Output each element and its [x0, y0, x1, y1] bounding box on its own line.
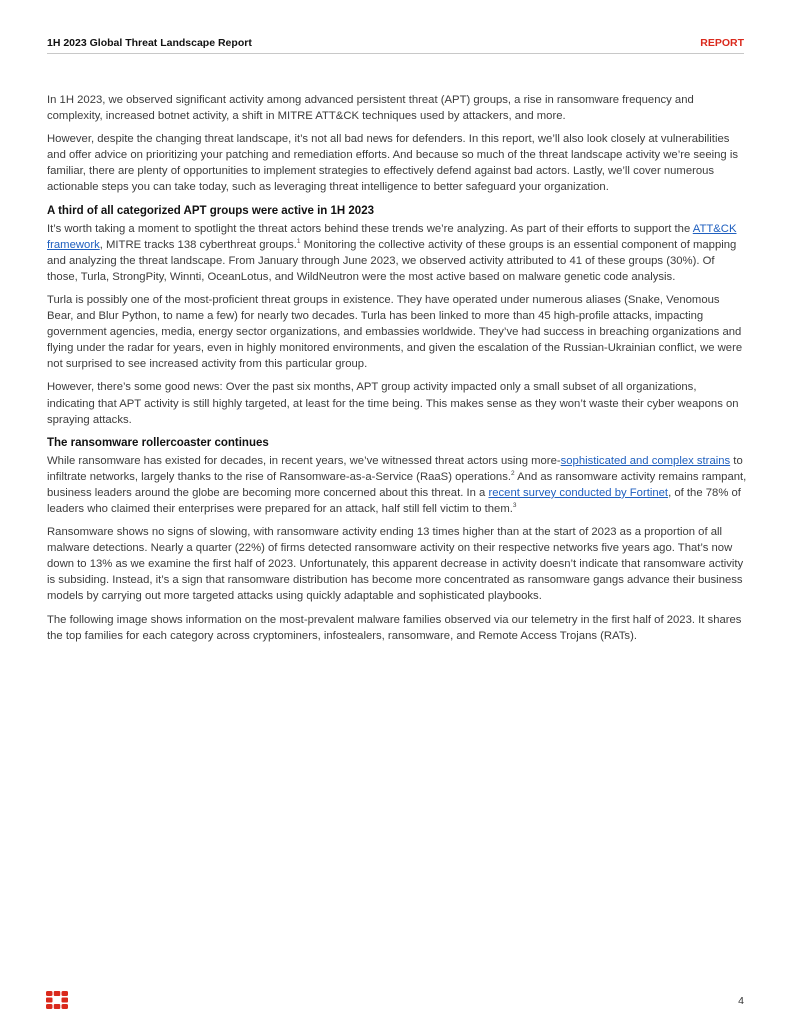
intro-paragraph-1: In 1H 2023, we observed significant activity among advanced persistent threat (APT) groups, a rise in ransomware frequency and complexity, increased botnet activity, a shift in MITRE ATT&CK techniques used by attackers, and more.: [47, 94, 694, 123]
fortinet-logo-icon: [46, 991, 68, 1009]
main-content: [47, 92, 747, 651]
ransomware-p1-text-a: While ransomware has existed for decades, in recent years, we’ve witnessed threat actors using more-: [47, 454, 561, 467]
footnote-1-ref: 1: [296, 237, 301, 245]
apt-paragraph-3: However, there’s some good news: Over the past six months, APT group activity impacted only a small subset of all organizations, indicating that APT activity is still highly targeted, at least for the time being. This makes sense as they won’t waste their cyber weapons on spraying attacks.: [47, 381, 739, 426]
report-title: 1H 2023 Global Threat Landscape Report: [47, 37, 252, 49]
attck-framework-link[interactable]: ATT&CK framework: [47, 222, 737, 251]
ransomware-paragraph-3: The following image shows information on the most-prevalent malware families observed via our telemetry in the first half of 2023. It shares the top families for each category across cryptominers, infostealers, ransomware, and Remote Access Trojans (RATs).: [47, 613, 742, 642]
apt-p1-text-b: , MITRE tracks 138 cyberthreat groups.: [99, 238, 297, 251]
ransomware-heading: The ransomware rollercoaster continues: [47, 436, 269, 449]
ransomware-paragraph-2: Ransomware shows no signs of slowing, with ransomware activity ending 13 times higher than at the start of 2023 as a proportion of all malware detections. Nearly a quarter (22%) of firms detected ransomware activity on their respective networks five years ago. That’s now down to 13% as we examine the first half of 2023. Unfortunately, this apparent decrease in activity doesn’t indicate that ransomware activity is subsiding. Instead, it’s a sign that ransomware distribution has become more concentrated as ransomware gangs advance their business models by carrying out more targeted attacks using quickly adaptable and sophisticated playbooks.: [47, 526, 744, 603]
apt-heading: A third of all categorized APT groups were active in 1H 2023: [47, 204, 374, 217]
apt-p1-text-a: It’s worth taking a moment to spotlight the threat actors behind these trends we’re analyzing. As part of their efforts to support the: [47, 222, 693, 235]
ransomware-paragraph-1: [47, 453, 747, 517]
report-tag: REPORT: [700, 37, 744, 49]
page-header: [47, 37, 744, 54]
ransomware-p1-text-d: , of the 78% of leaders who claimed their enterprises were prepared for an attack, half still fell victim to them.: [47, 486, 741, 515]
fortinet-survey-link[interactable]: recent survey conducted by Fortinet: [488, 486, 669, 499]
ransomware-p1-text-b: to infiltrate networks, largely thanks to the rise of Ransomware-as-a-Service (RaaS) operations.: [47, 454, 743, 483]
apt-paragraph-1: [47, 221, 747, 285]
footnote-2-ref: 2: [511, 470, 515, 478]
page-number: 4: [738, 995, 744, 1007]
footnote-3-ref: 3: [512, 502, 517, 510]
sophisticated-strains-link[interactable]: sophisticated and complex strains: [560, 454, 731, 467]
intro-paragraph-2: However, despite the changing threat landscape, it’s not all bad news for defenders. In this report, we’ll also look closely at vulnerabilities and offer advice on prioritizing your patching and remediation efforts. And because so much of the threat landscape activity we’re seeing is familiar, there are plenty of opportunities to implement strategies to effectively defend against bad actors. Lastly, we’ll cover numerous actionable steps you can take today, such as leveraging threat intelligence to better safeguard your organization.: [47, 133, 738, 194]
apt-p1-text-c: Monitoring the collective activity of these groups is an essential component of mapping and analyzing the threat landscape. From January through June 2023, we observed activity attributed to 41 of these groups (30%). Of those, Turla, StrongPity, Winnti, OceanLotus, and WildNeutron were the most active based on malware genetic code analysis.: [47, 238, 737, 283]
apt-paragraph-2: Turla is possibly one of the most-proficient threat groups in existence. They have operated under numerous aliases (Snake, Venomous Bear, and Blur Python, to name a few) for nearly two decades. Turla has been linked to more than 45 high-profile attacks, impacting government agencies, media, energy sector organizations, and embassies worldwide. They’ve had success in breaching organizations and flying under the radar for years, even in highly monitored environments, and given the escalation of the Russian-Ukrainian conflict, we were not surprised to see increased activity from this particular group.: [47, 293, 743, 371]
ransomware-p1-text-c: And as ransomware activity remains rampant, business leaders around the globe are becoming more concerned about this threat. In a: [47, 470, 747, 499]
